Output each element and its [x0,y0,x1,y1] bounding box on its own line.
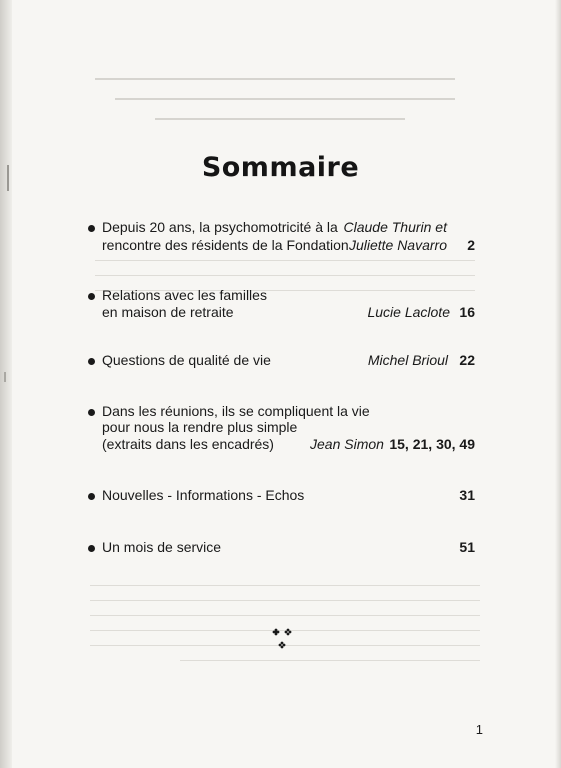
page-title: Sommaire [201,152,360,183]
bullet-icon [88,545,95,552]
entry-title-line: Questions de qualité de vie [102,352,271,368]
diamond-cluster-icon [268,628,298,658]
binding-mark [4,372,6,382]
entry-title-line: en maison de retraite [102,304,234,320]
bullet-icon [88,293,95,300]
entry-page-number: 2 [467,237,475,253]
entry-title-line: rencontre des résidents de la Fondation [102,237,349,253]
entry-page-number: 51 [459,539,475,555]
bullet-icon [88,493,95,500]
entry-title-line: Dans les réunions, ils se compliquent la vie [102,403,370,419]
entry-author: Claude Thurin et [343,219,447,235]
entry-page-number: 31 [459,487,475,503]
entry-page-number: 22 [459,352,475,368]
entry-author: Jean Simon [310,436,384,452]
bullet-icon [88,409,95,416]
page-number: 1 [475,722,483,737]
entry-author: Juliette Navarro [348,237,447,253]
page-edge-shadow [555,0,561,768]
entry-title-line: Nouvelles - Informations - Echos [102,487,305,503]
entry-page-number: 15, 21, 30, 49 [389,436,475,452]
bullet-icon [88,225,95,232]
entry-title-line: Depuis 20 ans, la psychomotricité à la [102,219,338,235]
bullet-icon [88,358,95,365]
entry-title-line: pour nous la rendre plus simple [102,419,298,435]
entry-title-line: Un mois de service [102,539,222,555]
entry-author: Michel Brioul [367,352,448,368]
entry-title-line: Relations avec les familles [102,287,267,303]
binding-shadow [0,0,12,768]
entry-page-number: 16 [459,304,475,320]
entry-author: Lucie Laclote [367,304,450,320]
show-through-heading [95,72,455,134]
entry-title-line: (extraits dans les encadrés) [102,436,274,452]
